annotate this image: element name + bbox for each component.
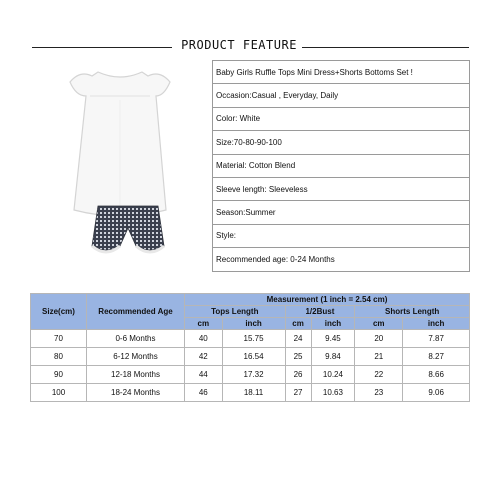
unit-inch: inch xyxy=(311,318,355,330)
header-tops-length: Tops Length xyxy=(185,306,286,318)
table-row xyxy=(31,348,470,366)
cell-value: 10.63 xyxy=(311,384,355,402)
cell-size: 80 xyxy=(31,348,87,366)
header-age: Recommended Age xyxy=(87,294,185,330)
spec-row xyxy=(213,154,470,177)
section-title: PRODUCT FEATURE xyxy=(181,38,297,52)
header-rule-left xyxy=(32,47,172,48)
cell-value: 46 xyxy=(185,384,223,402)
cell-value: 40 xyxy=(185,330,223,348)
header-measurement: Measurement (1 inch = 2.54 cm) xyxy=(185,294,470,306)
cell-age: 18-24 Months xyxy=(87,384,185,402)
spec-material: Material: Cotton Blend xyxy=(213,154,470,177)
cell-value: 24 xyxy=(285,330,311,348)
spec-season: Season:Summer xyxy=(213,201,470,224)
cell-value: 10.24 xyxy=(311,366,355,384)
cell-value: 22 xyxy=(355,366,403,384)
spec-row xyxy=(213,84,470,107)
cell-value: 15.75 xyxy=(222,330,285,348)
header-size: Size(cm) xyxy=(31,294,87,330)
spec-row xyxy=(213,177,470,200)
unit-inch: inch xyxy=(222,318,285,330)
unit-inch: inch xyxy=(403,318,470,330)
cell-value: 9.84 xyxy=(311,348,355,366)
table-row xyxy=(31,384,470,402)
cell-value: 18.11 xyxy=(222,384,285,402)
cell-value: 23 xyxy=(355,384,403,402)
spec-style: Style: xyxy=(213,224,470,247)
cell-value: 7.87 xyxy=(403,330,470,348)
cell-value: 25 xyxy=(285,348,311,366)
spec-color: Color: White xyxy=(213,107,470,130)
spec-size: Size:70-80-90-100 xyxy=(213,131,470,154)
table-row xyxy=(31,366,470,384)
product-photo xyxy=(28,60,213,260)
header-rule-right xyxy=(302,47,469,48)
header-shorts-length: Shorts Length xyxy=(355,306,470,318)
cell-size: 70 xyxy=(31,330,87,348)
cell-value: 9.06 xyxy=(403,384,470,402)
cell-value: 20 xyxy=(355,330,403,348)
cell-value: 16.54 xyxy=(222,348,285,366)
spec-row xyxy=(213,107,470,130)
cell-value: 17.32 xyxy=(222,366,285,384)
cell-age: 12-18 Months xyxy=(87,366,185,384)
cell-value: 26 xyxy=(285,366,311,384)
cell-value: 8.27 xyxy=(403,348,470,366)
spec-row xyxy=(213,61,470,84)
cell-value: 21 xyxy=(355,348,403,366)
spec-row xyxy=(213,131,470,154)
cell-value: 8.66 xyxy=(403,366,470,384)
unit-cm: cm xyxy=(185,318,223,330)
unit-cm: cm xyxy=(285,318,311,330)
cell-age: 0-6 Months xyxy=(87,330,185,348)
spec-row xyxy=(213,201,470,224)
cell-age: 6-12 Months xyxy=(87,348,185,366)
cell-value: 27 xyxy=(285,384,311,402)
spec-occasion: Occasion:Casual , Everyday, Daily xyxy=(213,84,470,107)
spec-row xyxy=(213,248,470,271)
measurement-table xyxy=(30,293,470,402)
cell-value: 9.45 xyxy=(311,330,355,348)
spec-age: Recommended age: 0-24 Months xyxy=(213,248,470,271)
product-spec-table xyxy=(212,60,470,272)
cell-value: 44 xyxy=(185,366,223,384)
spec-sleeve: Sleeve length: Sleeveless xyxy=(213,177,470,200)
spec-row xyxy=(213,224,470,247)
unit-cm: cm xyxy=(355,318,403,330)
shorts-icon xyxy=(92,206,164,250)
cell-size: 90 xyxy=(31,366,87,384)
cell-value: 42 xyxy=(185,348,223,366)
header-half-bust: 1/2Bust xyxy=(285,306,355,318)
cell-size: 100 xyxy=(31,384,87,402)
spec-title: Baby Girls Ruffle Tops Mini Dress+Shorts Bottoms Set ! xyxy=(213,61,470,84)
table-row xyxy=(31,330,470,348)
